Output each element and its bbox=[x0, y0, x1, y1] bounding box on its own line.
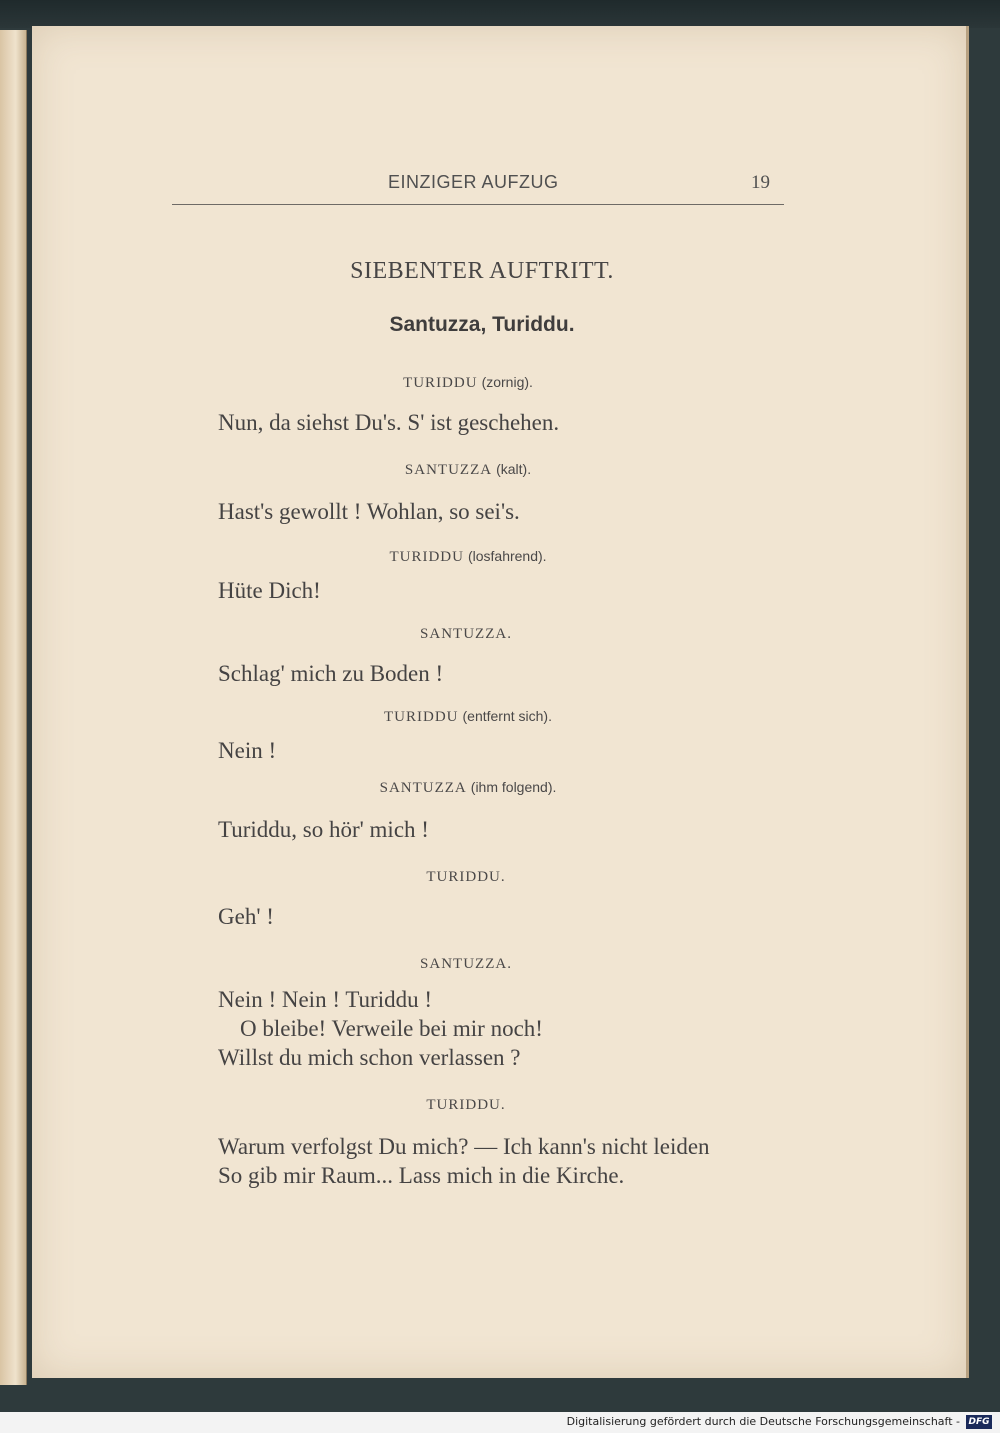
speaker-name: TURIDDU bbox=[389, 549, 464, 565]
speaker-heading bbox=[218, 864, 718, 888]
speech-line: Warum verfolgst Du mich? — Ich kann's nicht leiden bbox=[218, 1134, 710, 1159]
speech-line: Geh' ! bbox=[218, 904, 274, 929]
speaker-heading bbox=[218, 621, 718, 645]
dialogue-entry bbox=[218, 1092, 858, 1190]
speech bbox=[218, 1132, 858, 1190]
speech-line: So gib mir Raum... Lass mich in die Kirche. bbox=[218, 1163, 625, 1188]
speech bbox=[218, 497, 858, 526]
speaker-heading bbox=[218, 370, 718, 394]
speech bbox=[218, 815, 858, 844]
stage-direction: (ihm folgend). bbox=[470, 779, 557, 795]
page-number: 19 bbox=[751, 172, 770, 193]
dialogue-entry bbox=[218, 704, 858, 765]
speech-line: Hüte Dich! bbox=[218, 578, 321, 603]
dialogue-entry bbox=[218, 370, 858, 437]
stage-direction: (losfahrend). bbox=[467, 548, 547, 564]
digitization-footer bbox=[0, 1412, 1000, 1433]
dialogue-entry bbox=[218, 864, 858, 931]
speaker-name: SANTUZZA bbox=[379, 780, 467, 796]
speaker-heading bbox=[218, 544, 718, 568]
dialogue bbox=[218, 370, 858, 1190]
dialogue-entry bbox=[218, 621, 858, 688]
facing-page-edge bbox=[0, 30, 27, 1385]
speech-line: Schlag' mich zu Boden ! bbox=[218, 661, 444, 686]
scan-background bbox=[0, 0, 1000, 28]
speaker-heading bbox=[218, 775, 718, 799]
stage-direction: (zornig). bbox=[481, 374, 533, 390]
speaker-heading bbox=[218, 951, 718, 975]
speech bbox=[218, 736, 858, 765]
scene-title: SIEBENTER AUFTRITT. bbox=[350, 258, 614, 284]
speaker-heading bbox=[218, 457, 718, 481]
speech bbox=[218, 985, 858, 1072]
speech-line: Turiddu, so hör' mich ! bbox=[218, 817, 429, 842]
speech bbox=[218, 902, 858, 931]
speaker-name: TURIDDU bbox=[403, 375, 478, 391]
speaker-name: TURIDDU. bbox=[426, 1097, 506, 1113]
dialogue-entry bbox=[218, 775, 858, 844]
dfg-logo-icon: DFG bbox=[966, 1415, 992, 1429]
speech-line: Nun, da siehst Du's. S' ist geschehen. bbox=[218, 410, 560, 435]
speech-line: Willst du mich schon verlassen ? bbox=[218, 1045, 521, 1070]
speaker-name: SANTUZZA. bbox=[420, 626, 512, 642]
speaker-name: TURIDDU. bbox=[426, 869, 506, 885]
dialogue-entry bbox=[218, 457, 858, 526]
speaker-name: SANTUZZA. bbox=[420, 956, 512, 972]
footer-credit: Digitalisierung gefördert durch die Deutsche Forschungsgemeinschaft - bbox=[566, 1415, 960, 1428]
speech-line: Hast's gewollt ! Wohlan, so sei's. bbox=[218, 499, 520, 524]
speaker-heading bbox=[218, 704, 718, 728]
dialogue-entry bbox=[218, 544, 858, 605]
running-head bbox=[172, 172, 784, 205]
speech-line: O bleibe! Verweile bei mir noch! bbox=[240, 1016, 543, 1041]
speech bbox=[218, 576, 858, 605]
stage-direction: (entfernt sich). bbox=[462, 708, 552, 724]
running-head-title: EINZIGER AUFZUG bbox=[388, 172, 559, 192]
speaker-name: TURIDDU bbox=[384, 709, 459, 725]
speaker-heading bbox=[218, 1092, 718, 1116]
speech bbox=[218, 659, 858, 688]
speech-line: Nein ! Nein ! Turiddu ! bbox=[218, 987, 433, 1012]
book-page bbox=[32, 26, 969, 1378]
stage-direction: (kalt). bbox=[496, 461, 532, 477]
speech-line: Nein ! bbox=[218, 738, 277, 763]
speaker-name: SANTUZZA bbox=[404, 462, 493, 478]
speech bbox=[218, 408, 858, 437]
dialogue-entry bbox=[218, 951, 858, 1072]
scene-characters: Santuzza, Turiddu. bbox=[389, 313, 575, 336]
